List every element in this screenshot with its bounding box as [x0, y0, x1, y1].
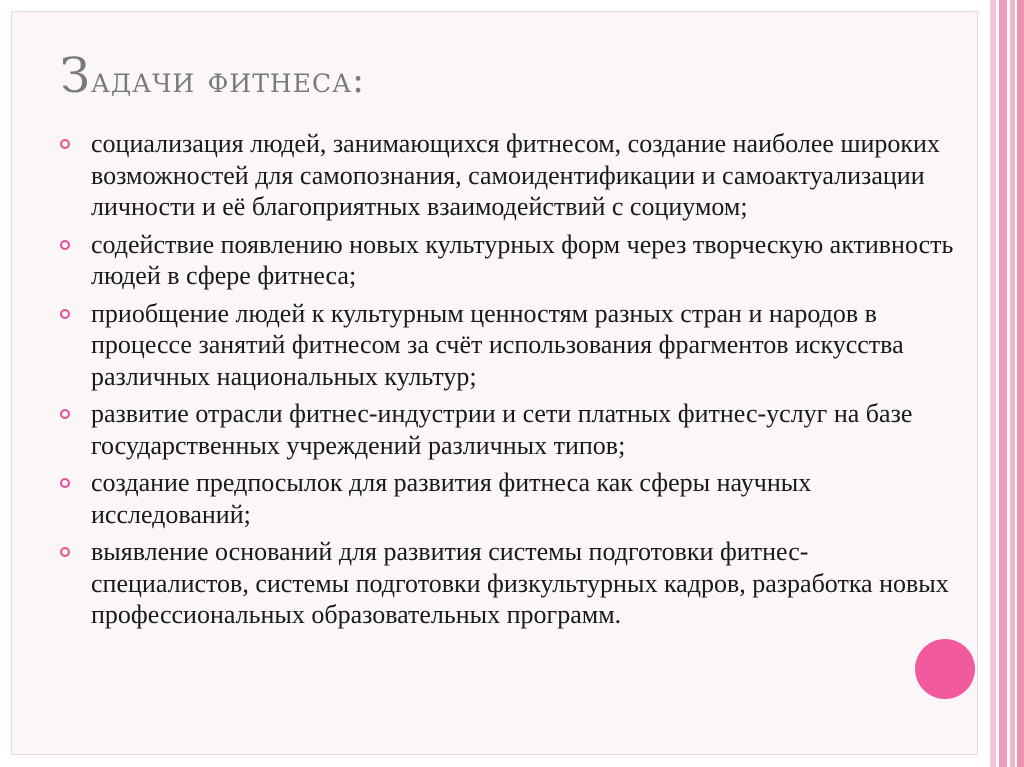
title-rest: адачи фитнеса:: [90, 60, 366, 101]
pink-circle-decoration: [915, 639, 975, 699]
stripe: [999, 0, 1007, 767]
bullet-list: [58, 128, 958, 637]
bullet-item: [58, 128, 958, 223]
bullet-text: социализация людей, занимающихся фитнесом, создание наиболее широких возможностей для самопознания, самоидентификации и самоактуализации личности и её благоприятных взаимодействий с социумом;: [91, 129, 940, 221]
bullet-text: развитие отрасли фитнес-индустрии и сети платных фитнес-услуг на базе государственных учреждений различных типов;: [91, 399, 913, 460]
bullet-text: создание предпосылок для развития фитнеса как сферы научных исследований;: [91, 468, 812, 529]
bullet-item: [58, 229, 958, 292]
circle-bullet-icon: [60, 478, 70, 488]
circle-bullet-icon: [60, 240, 70, 250]
decorative-stripes: [990, 0, 1024, 767]
slide-title: [60, 48, 366, 104]
bullet-text: выявление оснований для развития системы подготовки фитнес-специалистов, системы подготовки физкультурных кадров, разработка новых профессиональных образовательных программ.: [91, 537, 949, 629]
circle-bullet-icon: [60, 309, 70, 319]
bullet-item: [58, 536, 958, 631]
bullet-item: [58, 398, 958, 461]
bullet-item: [58, 298, 958, 393]
bullet-item: [58, 467, 958, 530]
title-first-letter: З: [60, 48, 91, 104]
bullet-text: приобщение людей к культурным ценностям разных стран и народов в процессе занятий фитнесом за счёт использования фрагментов искусства различных национальных культур;: [91, 298, 904, 391]
stripe: [1017, 0, 1024, 767]
circle-bullet-icon: [60, 139, 70, 149]
circle-bullet-icon: [60, 409, 70, 419]
bullet-text: содействие появлению новых культурных форм через творческую активность людей в сфере фитнеса;: [91, 229, 954, 290]
circle-bullet-icon: [60, 547, 70, 557]
